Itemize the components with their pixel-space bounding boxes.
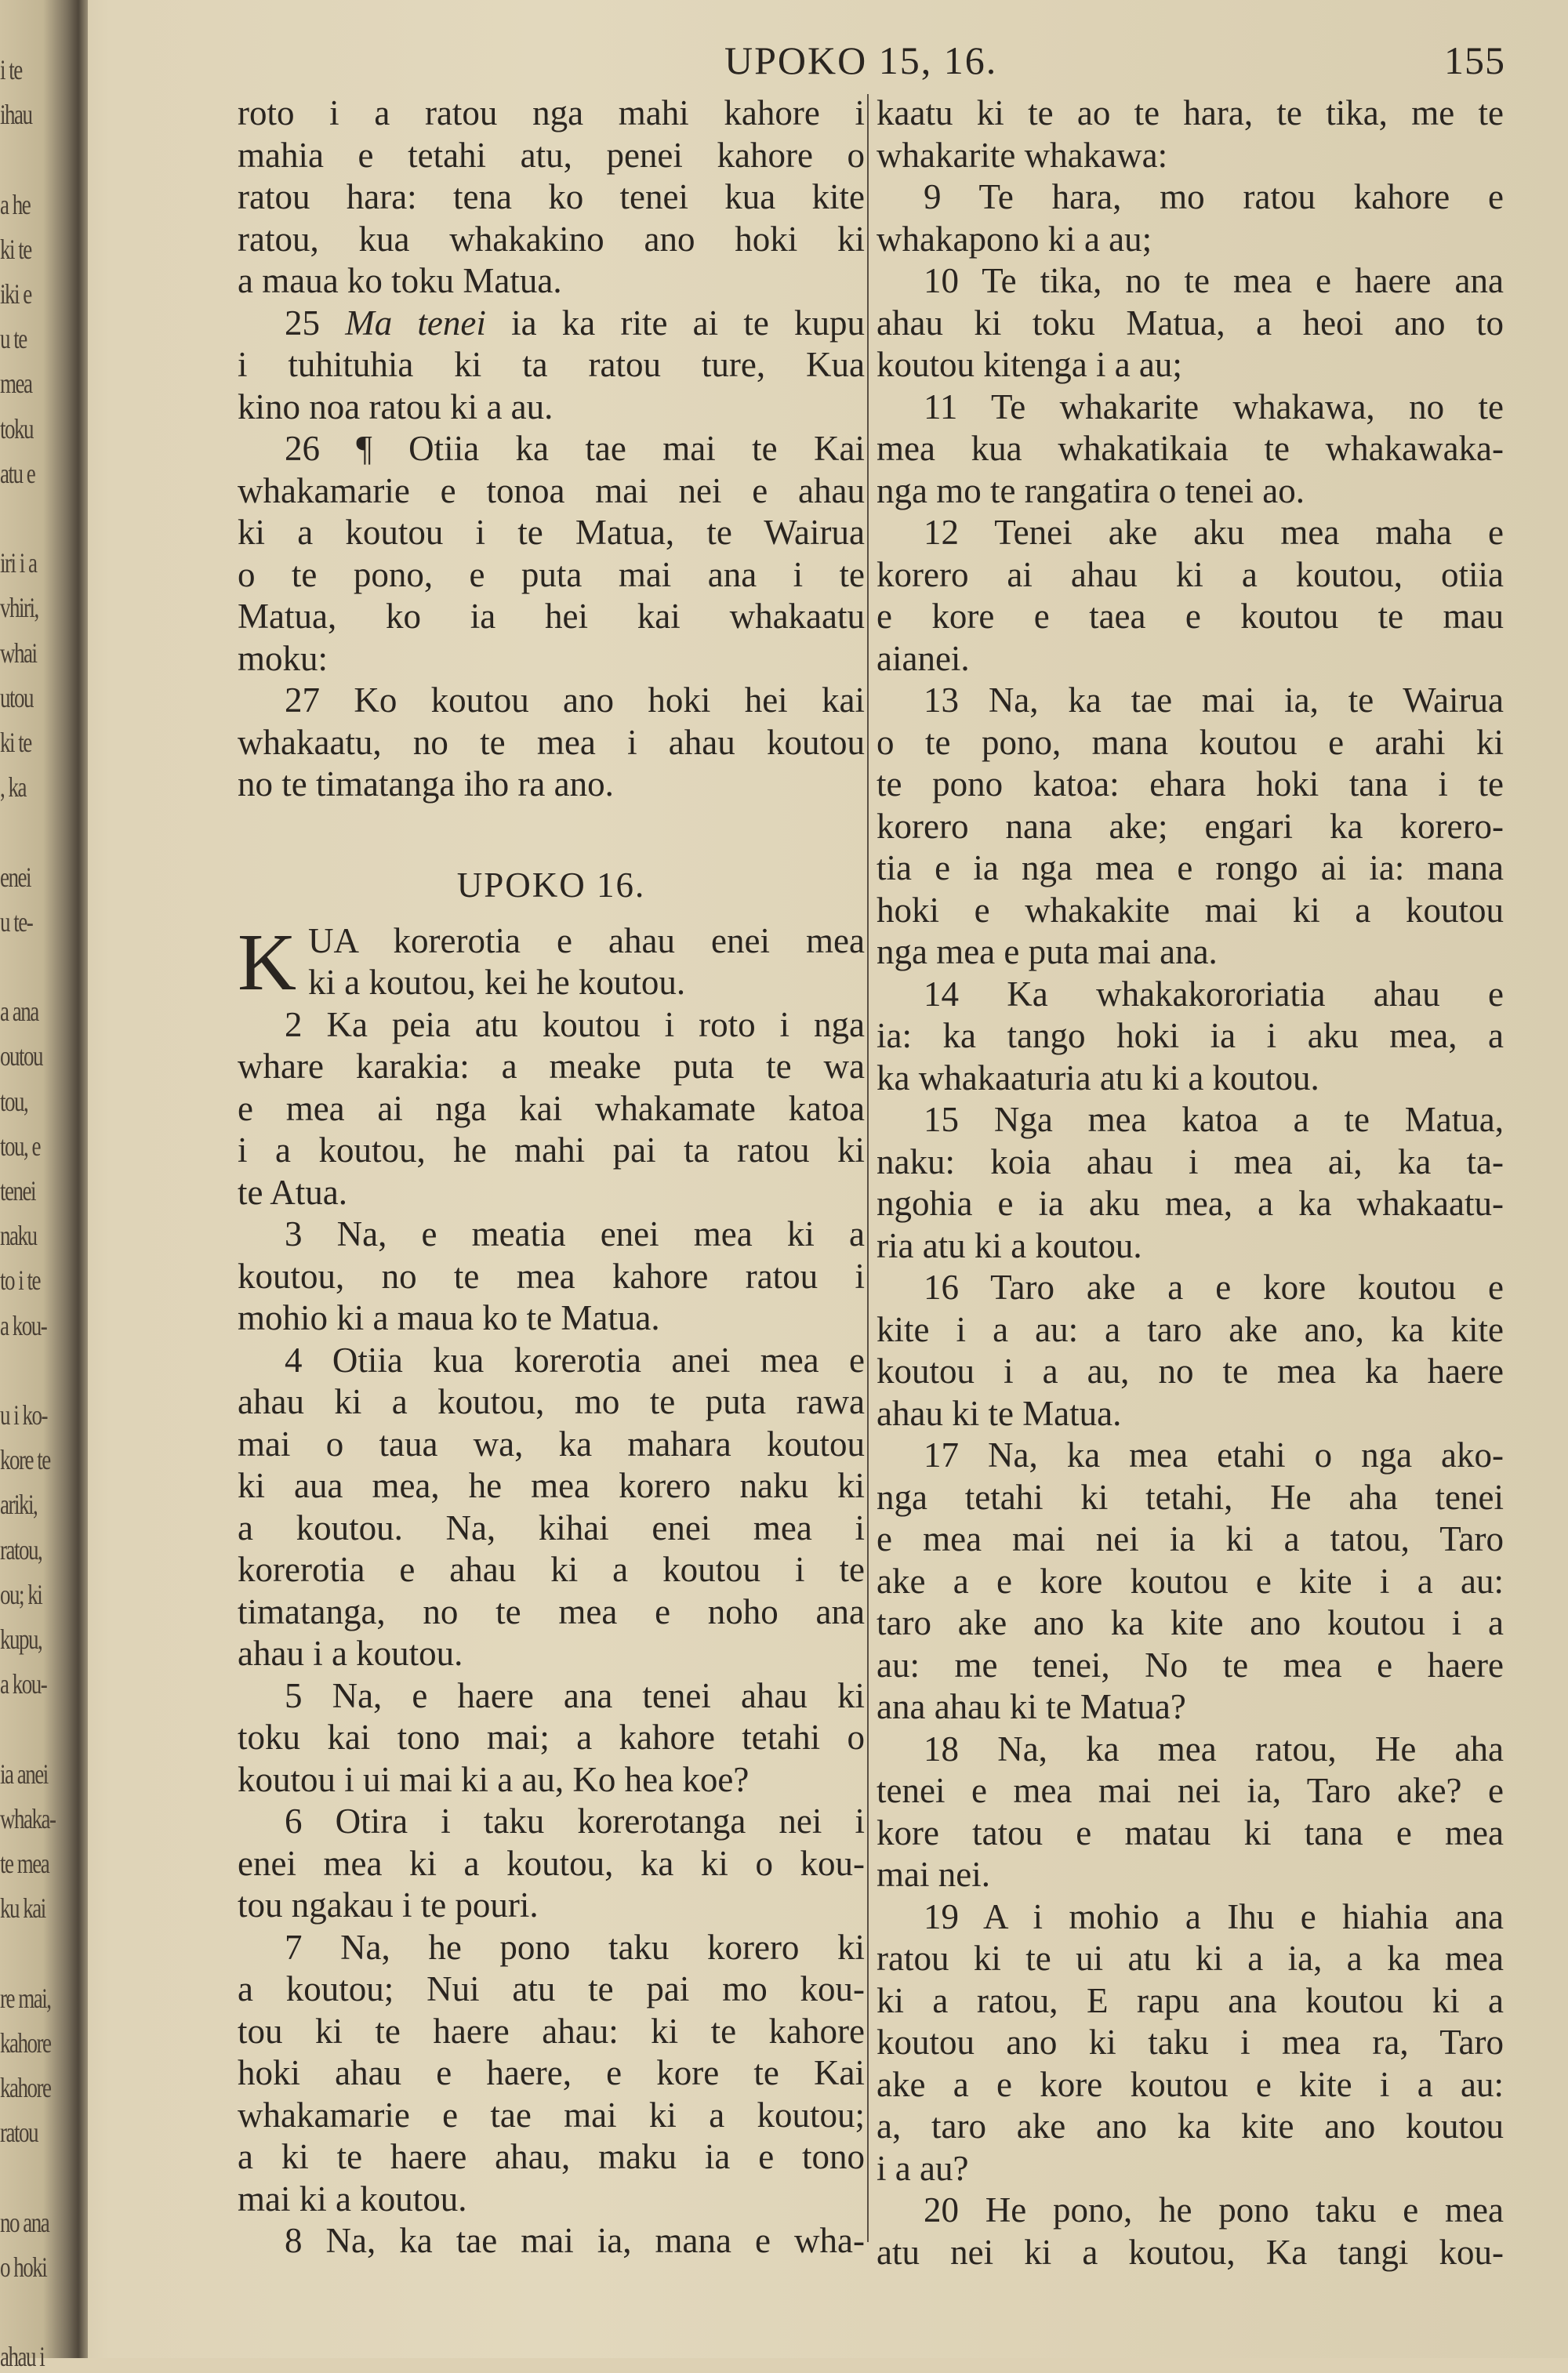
text-line: koutou, no te mea kahore ratou i bbox=[238, 1256, 865, 1296]
chapter-16-text bbox=[238, 1004, 865, 2262]
verse-line: 7 Na, he pono taku korero ki bbox=[285, 1927, 865, 1967]
text-line: ia: ka tango hoki ia i aku mea, a bbox=[877, 1016, 1504, 1055]
italic-phrase: Ma tenei bbox=[345, 303, 486, 343]
text-line: te pono katoa: ehara hoki tana i te bbox=[877, 764, 1504, 804]
gutter-text-fragment: outou bbox=[0, 1040, 43, 1072]
text-line: ahau ki toku Matua, a heoi ano to bbox=[877, 303, 1504, 343]
gutter-text-fragment: tenei bbox=[0, 1175, 35, 1206]
text-line: UA korerotia e ahau enei mea bbox=[308, 920, 865, 960]
chapter-heading: UPOKO 16. bbox=[456, 865, 646, 905]
gutter-text-fragment: ki te bbox=[0, 727, 31, 758]
text-line: mahia e tetahi atu, penei kahore o bbox=[238, 135, 865, 175]
verse-line: 16 Taro ake a e kore koutou e bbox=[924, 1268, 1504, 1307]
text-line: au: me tenei, No te mea e haere bbox=[877, 1645, 1504, 1685]
text-line: naku: koia ahau i mea ai, ka ta- bbox=[877, 1141, 1504, 1181]
gutter-text-fragment: te mea bbox=[0, 1848, 49, 1879]
text-line: aianei. bbox=[877, 638, 970, 678]
text-line: e mea mai nei ia ki a tatou, Taro bbox=[877, 1519, 1504, 1558]
text-line: korero nana ake; engari ka korero- bbox=[877, 806, 1504, 846]
gutter-text-fragment: ia anei bbox=[0, 1758, 48, 1790]
text-line: kore tatou e matau ki tana e mea bbox=[877, 1812, 1504, 1852]
text-line: ki aua mea, he mea korero naku ki bbox=[238, 1466, 865, 1505]
gutter-text-fragment: no ana bbox=[0, 2206, 49, 2238]
verse-line: 2 Ka peia atu koutou i roto i nga bbox=[285, 1004, 865, 1044]
page-number: 155 bbox=[1444, 38, 1505, 82]
verse-line: 18 Na, ka mea ratou, He aha bbox=[924, 1729, 1504, 1769]
gutter-text-fragment: kupu, bbox=[0, 1624, 42, 1655]
text-line: Matua, ko ia hei kai whakaatu bbox=[238, 597, 865, 636]
gutter-text-fragment: , ka bbox=[0, 771, 26, 804]
text-line: mai o taua wa, ka mahara koutou bbox=[238, 1424, 865, 1464]
verse-line: 19 A i mohio a Ihu e hiahia ana bbox=[924, 1896, 1504, 1936]
text-line: korero ai ahau ki a koutou, otiia bbox=[877, 554, 1504, 594]
gutter-text-fragment: to i te bbox=[0, 1265, 40, 1297]
text-line: ratou hara: tena ko tenei kua kite bbox=[238, 177, 865, 216]
gutter-text-fragment: ku kai bbox=[0, 1892, 45, 1925]
right-column bbox=[877, 93, 1504, 2273]
gutter-text-fragment: vhiri, bbox=[0, 592, 38, 624]
verse-line: 8 Na, ka tae mai ia, mana e wha- bbox=[285, 2221, 865, 2260]
verse-line: 10 Te tika, no te mea e haere ana bbox=[924, 261, 1504, 300]
gutter-text-fragment: ou; ki bbox=[0, 1578, 42, 1610]
text-line: nga mo te rangatira o tenei ao. bbox=[877, 470, 1305, 510]
verse-line: 6 Otira i taku korerotanga nei i bbox=[285, 1802, 865, 1841]
gutter-text-fragment: a kou- bbox=[0, 1668, 47, 1700]
text-line: ake a e kore koutou e kite i a au: bbox=[877, 1561, 1504, 1601]
text-line: nga mea e puta mai ana. bbox=[877, 932, 1218, 971]
text-line: a koutou; Nui atu te pai mo kou- bbox=[238, 1969, 865, 2008]
running-header-title: UPOKO 15, 16. bbox=[724, 38, 998, 82]
verse-line: 20 He pono, he pono taku e mea bbox=[924, 2190, 1504, 2230]
text-line: a koutou. Na, kihai enei mea i bbox=[238, 1508, 865, 1548]
gutter-text-fragment: ratou, bbox=[0, 1533, 42, 1566]
gutter-text-fragment: i te bbox=[0, 54, 22, 85]
gutter-text-fragment: atu e bbox=[0, 457, 35, 489]
text-line: korerotia e ahau ki a koutou i te bbox=[238, 1550, 865, 1589]
text-line: e mea ai nga kai whakamate katoa bbox=[238, 1088, 865, 1128]
gutter-text-fragment: whaka- bbox=[0, 1802, 56, 1834]
verse-line: 14 Ka whakakororiatia ahau e bbox=[924, 974, 1504, 1014]
gutter-text-fragment: enei bbox=[0, 861, 31, 893]
verse-number: 25 bbox=[285, 303, 320, 343]
verse-line: 3 Na, e meatia enei mea ki a bbox=[285, 1214, 865, 1254]
text-line: a, taro ake ano ka kite ano koutou bbox=[877, 2106, 1504, 2146]
text-line: mai nei. bbox=[877, 1855, 990, 1894]
gutter-text-fragment: kore te bbox=[0, 1444, 50, 1476]
text-line: kite i a au: a taro ake ano, ka kite bbox=[877, 1309, 1504, 1349]
text-line: ahau i a koutou. bbox=[238, 1634, 463, 1673]
gutter-text-fragment: u i ko- bbox=[0, 1399, 47, 1431]
text-line: ana ahau ki te Matua? bbox=[877, 1687, 1186, 1726]
facing-page-gutter bbox=[0, 0, 88, 2373]
text-line: mea kua whakatikaia te whakawaka- bbox=[877, 429, 1504, 468]
text-line: koutou i ui mai ki a au, Ko hea koe? bbox=[238, 1759, 750, 1799]
gutter-text-fragment: u te- bbox=[0, 905, 33, 938]
gutter-text-fragment: o hoki bbox=[0, 2251, 47, 2283]
text-line: e kore e taea e koutou te mau bbox=[877, 597, 1504, 636]
text-line: nga tetahi ki tetahi, He aha tenei bbox=[877, 1477, 1504, 1517]
text-line: i a koutou, he mahi pai ta ratou ki bbox=[238, 1130, 865, 1170]
gutter-text-fragment: iri i a bbox=[0, 547, 37, 579]
verse-line: 12 Tenei ake aku mea maha e bbox=[924, 513, 1504, 552]
text-line: ngohia e ia aku mea, a ka whakaatu- bbox=[877, 1184, 1504, 1223]
verse-line: 27 Ko koutou ano hoki hei kai bbox=[285, 680, 865, 720]
drop-cap: K bbox=[238, 916, 297, 1007]
text-line: moku: bbox=[238, 638, 328, 678]
text-line: kaatu ki te ao te hara, te tika, me te bbox=[877, 93, 1504, 132]
gutter-text-fragment: iki e bbox=[0, 278, 31, 310]
gutter-text-fragment: ratou bbox=[0, 2117, 38, 2149]
text-line: ki a ratou, E rapu ana koutou ki a bbox=[877, 1980, 1504, 2020]
gutter-text-fragment: ariki, bbox=[0, 1489, 38, 1521]
text-line: roto i a ratou nga mahi kahore i bbox=[238, 93, 865, 132]
verse-line: 15 Nga mea katoa a te Matua, bbox=[924, 1100, 1504, 1139]
left-column bbox=[238, 93, 865, 2262]
verse-text: ia ka rite ai te kupu bbox=[485, 303, 866, 343]
text-line: ratou ki te ui atu ki a ia, a ka mea bbox=[877, 1939, 1504, 1978]
verse-line: 9 Te hara, mo ratou kahore e bbox=[924, 177, 1504, 216]
gutter-text-fragment: whai bbox=[0, 637, 37, 669]
text-line: hoki ahau e haere, e kore te Kai bbox=[238, 2053, 865, 2092]
text-line: toku kai tono mai; a kahore tetahi o bbox=[238, 1718, 865, 1757]
text-line: kino noa ratou ki a au. bbox=[238, 386, 554, 426]
gutter-text-fragment: kahore bbox=[0, 2026, 51, 2059]
verse-line: 4 Otiia kua korerotia anei mea e bbox=[285, 1340, 865, 1380]
text-line: o te pono, e puta mai ana i te bbox=[238, 554, 865, 594]
verse-line: 11 Te whakarite whakawa, no te bbox=[924, 386, 1504, 426]
verse-line: 13 Na, ka tae mai ia, te Wairua bbox=[924, 680, 1504, 720]
text-line: hoki e whakakite mai ki a koutou bbox=[877, 890, 1504, 930]
column-divider bbox=[867, 94, 869, 2242]
gutter-text-fragment: a kou- bbox=[0, 1309, 47, 1341]
text-line: te Atua. bbox=[238, 1172, 347, 1212]
text-line: i a au? bbox=[877, 2148, 969, 2188]
text-line: ria atu ki a koutou. bbox=[877, 1225, 1142, 1265]
text-line: tou ngakau i te pouri. bbox=[238, 1885, 539, 1925]
text-line: ake a e kore koutou e kite i a au: bbox=[877, 2064, 1504, 2104]
text-line: ahau ki te Matua. bbox=[877, 1393, 1122, 1433]
text-line: whakapono ki a au; bbox=[877, 219, 1152, 259]
text-line: ratou, kua whakakino ano hoki ki bbox=[238, 219, 865, 259]
text-line: tenei e mea mai nei ia, Taro ake? e bbox=[877, 1771, 1504, 1810]
gutter-text-fragment: toku bbox=[0, 412, 34, 444]
text-line: tia e ia nga mea e rongo ai ia: mana bbox=[877, 848, 1504, 887]
text-line: i tuhituhia ki ta ratou ture, Kua bbox=[238, 345, 865, 384]
text-line: no te timatanga iho ra ano. bbox=[238, 764, 614, 804]
text-line: a ki te haere ahau, maku ia e tono bbox=[238, 2137, 865, 2176]
text-line: ka whakaaturia atu ki a koutou. bbox=[877, 1058, 1319, 1098]
text-line: koutou kitenga i a au; bbox=[877, 345, 1182, 384]
text-line: timatanga, no te mea e noho ana bbox=[238, 1591, 865, 1631]
verse-25-first-line bbox=[238, 303, 865, 345]
gutter-text-fragment: naku bbox=[0, 1220, 37, 1252]
text-line: whakamarie e tae mai ki a koutou; bbox=[238, 2095, 865, 2135]
text-line: enei mea ki a koutou, ka ki o kou- bbox=[238, 1843, 865, 1883]
text-line: ahau ki a koutou, mo te puta rawa bbox=[238, 1382, 865, 1421]
gutter-text-fragment: tou, bbox=[0, 1085, 28, 1117]
running-header bbox=[235, 38, 1505, 85]
text-line: whakarite whakawa: bbox=[877, 135, 1168, 175]
gutter-text-fragment: a he bbox=[0, 188, 31, 220]
gutter-text-fragment: u te bbox=[0, 323, 27, 355]
text-line: taro ake ano ka kite ano koutou i a bbox=[877, 1603, 1504, 1642]
text-line: ki a koutou, kei he koutou. bbox=[308, 963, 686, 1002]
gutter-text-fragment: ahau i bbox=[0, 2341, 45, 2373]
gutter-text-fragment: kahore bbox=[0, 2072, 51, 2103]
text-line: koutou i a au, no te mea ka haere bbox=[877, 1352, 1504, 1391]
text-line: o te pono, mana koutou e arahi ki bbox=[877, 722, 1504, 762]
gutter-text-fragment: mea bbox=[0, 368, 32, 400]
gutter-text-fragment: a ana bbox=[0, 996, 38, 1028]
verse-line: 5 Na, e haere ana tenei ahau ki bbox=[285, 1675, 865, 1715]
gutter-text-fragment: ihau bbox=[0, 99, 32, 131]
gutter-text-fragment: utou bbox=[0, 681, 34, 713]
text-line: whakaatu, no te mea i ahau koutou bbox=[238, 722, 865, 762]
gutter-text-fragment: ki te bbox=[0, 233, 31, 265]
verse-line: 17 Na, ka mea etahi o nga ako- bbox=[924, 1435, 1504, 1475]
text-line: ki a koutou i te Matua, te Wairua bbox=[238, 513, 865, 552]
section-gap bbox=[238, 806, 865, 850]
text-line: atu nei ki a koutou, Ka tangi kou- bbox=[877, 2232, 1504, 2272]
text-line: tou ki te haere ahau: ki te kahore bbox=[238, 2011, 865, 2051]
text-line: mai ki a koutou. bbox=[238, 2179, 467, 2219]
text-line: mohio ki a maua ko te Matua. bbox=[238, 1298, 660, 1337]
verse-line: 26 ¶ Otiia ka tae mai te Kai bbox=[285, 429, 865, 468]
chapter-opening bbox=[238, 916, 865, 1007]
text-line: whakamarie e tonoa mai nei e ahau bbox=[238, 470, 865, 510]
gutter-text-fragment: re mai, bbox=[0, 1982, 51, 2014]
text-line: a maua ko toku Matua. bbox=[238, 261, 562, 300]
text-line: koutou ano ki taku i mea ra, Taro bbox=[877, 2023, 1504, 2062]
gutter-text-fragment: tou, e bbox=[0, 1130, 40, 1162]
text-line: whare karakia: a meake puta te wa bbox=[238, 1047, 865, 1086]
